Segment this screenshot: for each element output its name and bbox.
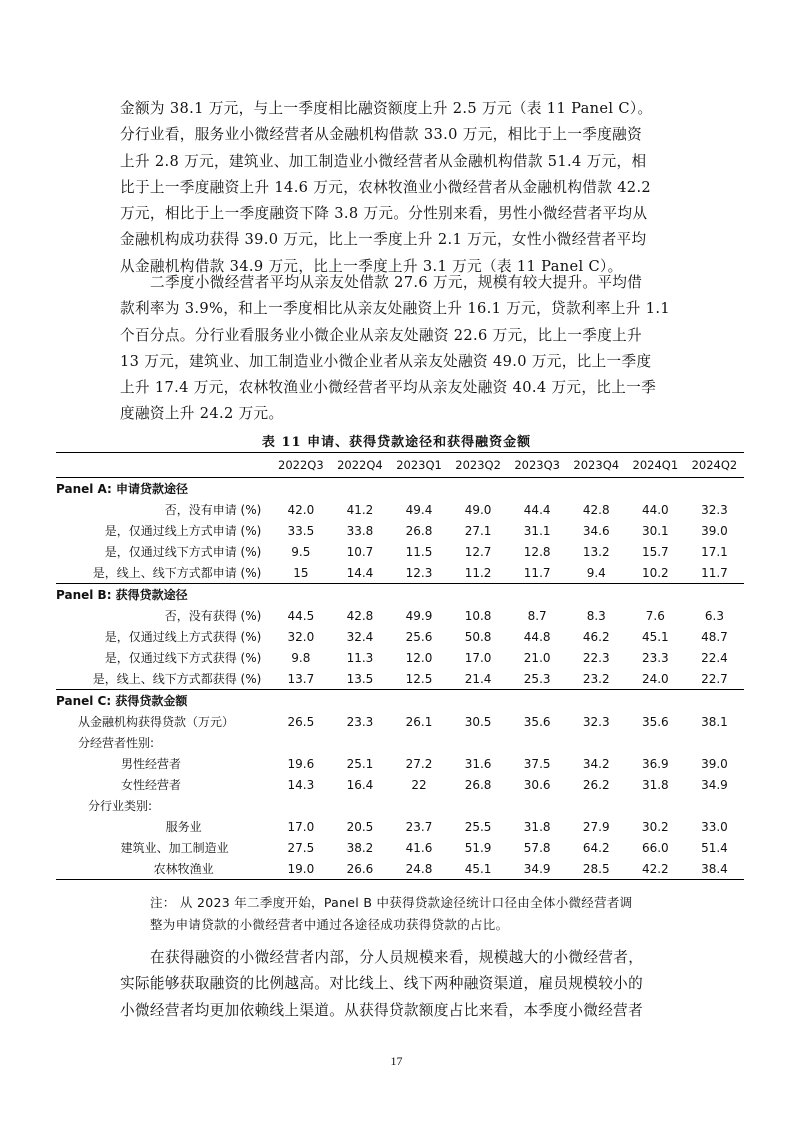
table-cell: 66.0 xyxy=(641,840,669,855)
table-cell: 49.0 xyxy=(464,502,492,517)
text-line: 小微经营者均更加依赖线上渠道。从获得贷款额度占比来看，本季度小微经营者 xyxy=(120,1001,644,1019)
gender-subheading: 分经营者性别: xyxy=(78,736,155,750)
table-cell: 42.8 xyxy=(582,502,610,517)
table-cell: 26.6 xyxy=(330,858,389,880)
table-cell: 8.7 xyxy=(527,608,547,623)
table-cell: 42.8 xyxy=(346,608,374,623)
subheading-row xyxy=(56,795,744,816)
table-cell: 30.5 xyxy=(464,714,492,729)
table-cell: 23.2 xyxy=(582,671,610,686)
table-cell: 49.9 xyxy=(405,608,433,623)
table-cell: 22 xyxy=(411,777,427,792)
table-cell: 13.5 xyxy=(346,671,374,686)
loan-table xyxy=(56,452,744,880)
column-header: 2024Q2 xyxy=(685,453,744,478)
table-cell: 12.0 xyxy=(405,650,433,665)
text-line: 在获得融资的小微经营者内部，分人员规模来看，规模越大的小微经营者， xyxy=(150,949,644,966)
row-label: 否，没有获得 (%) xyxy=(164,609,262,623)
column-header: 2023Q1 xyxy=(389,453,448,478)
row-label: 是，仅通过线上方式申请 (%) xyxy=(104,524,262,538)
table-cell: 30.2 xyxy=(641,819,669,834)
table-cell: 26.8 xyxy=(464,777,492,792)
table-row xyxy=(56,753,744,774)
table-cell: 32.3 xyxy=(701,502,728,517)
table-cell: 41.2 xyxy=(346,502,374,517)
table-cell: 37.5 xyxy=(523,756,551,771)
table-cell: 31.6 xyxy=(464,756,492,771)
table-cell: 49.4 xyxy=(405,502,433,517)
table-cell: 32.0 xyxy=(287,629,315,644)
table-cell: 34.9 xyxy=(508,858,567,880)
table-cell: 27.5 xyxy=(287,840,315,855)
table-cell: 32.3 xyxy=(582,714,610,729)
table-cell: 57.8 xyxy=(523,840,551,855)
table-row xyxy=(56,541,744,562)
table-cell: 14.3 xyxy=(287,777,315,792)
column-header: 2024Q1 xyxy=(626,453,685,478)
row-label: 男性经营者 xyxy=(121,757,182,771)
table-cell: 13.2 xyxy=(582,544,610,559)
text-line: 从金融机构借款 34.9 万元，比上一季度上升 3.1 万元（表 11 Panel C）。 xyxy=(120,257,623,275)
table-cell: 12.5 xyxy=(405,671,433,686)
row-label: 是，仅通过线下方式申请 (%) xyxy=(104,545,262,559)
table-cell: 9.5 xyxy=(291,544,311,559)
panel-b-title-row xyxy=(56,584,744,606)
row-label: 服务业 xyxy=(165,820,202,834)
paragraph-financing-scale xyxy=(120,945,675,1024)
table-cell: 34.9 xyxy=(701,777,728,792)
table-cell: 23.7 xyxy=(405,819,433,834)
table-cell: 22.4 xyxy=(701,650,728,665)
table-cell: 26.8 xyxy=(405,523,433,538)
table-cell: 36.9 xyxy=(641,756,669,771)
table-row xyxy=(56,605,744,626)
subheading-row xyxy=(56,732,744,753)
text-line: 实际能够获取融资的比例越高。对比线上、线下两种融资渠道，雇员规模较小的 xyxy=(120,975,644,993)
table-cell: 33.5 xyxy=(287,523,315,538)
table-cell: 44.4 xyxy=(523,502,551,517)
table-cell: 25.6 xyxy=(405,629,433,644)
table-cell: 24.0 xyxy=(641,671,669,686)
text-line: 金融机构成功获得 39.0 万元，比上一季度上升 2.1 万元，女性小微经营者平均 xyxy=(120,231,647,249)
table-cell: 8.3 xyxy=(586,608,606,623)
table-cell: 41.6 xyxy=(405,840,433,855)
table-cell: 50.8 xyxy=(464,629,492,644)
table-cell: 14.4 xyxy=(346,565,374,580)
table-cell: 12.8 xyxy=(523,544,551,559)
table-cell: 19.6 xyxy=(287,756,315,771)
table-cell: 35.6 xyxy=(523,714,551,729)
page-number: 17 xyxy=(390,1054,403,1068)
table-cell: 11.3 xyxy=(346,650,374,665)
table-cell: 38.1 xyxy=(701,714,728,729)
table-row xyxy=(56,774,744,795)
table-cell: 27.2 xyxy=(405,756,433,771)
table-cell: 10.8 xyxy=(464,608,492,623)
text-line: 金额为 38.1 万元，与上一季度相比融资额度上升 2.5 万元（表 11 Panel C）。 xyxy=(120,100,653,117)
table-cell: 10.2 xyxy=(641,565,669,580)
table-cell: 17.0 xyxy=(464,650,492,665)
table-cell: 33.0 xyxy=(701,819,728,834)
table-cell: 20.5 xyxy=(346,819,374,834)
table-cell: 24.8 xyxy=(389,858,448,880)
text-line: 13 万元，建筑业、加工制造业小微企业者从亲友处融资 49.0 万元，比上一季度 xyxy=(120,352,652,370)
table-row xyxy=(56,837,744,858)
table-cell: 25.1 xyxy=(346,756,374,771)
table-cell: 26.1 xyxy=(405,714,433,729)
panel-c-title-row xyxy=(56,690,744,712)
table-cell: 11.7 xyxy=(523,565,551,580)
row-label: 否，没有申请 (%) xyxy=(164,503,262,517)
table-cell: 51.9 xyxy=(464,840,492,855)
table-cell: 34.2 xyxy=(582,756,610,771)
table-cell: 28.5 xyxy=(567,858,626,880)
panel-b-title: Panel B: 获得贷款途径 xyxy=(56,584,744,606)
table-cell: 22.3 xyxy=(582,650,610,665)
table-row xyxy=(56,711,744,732)
text-line: 二季度小微经营者平均从亲友处借款 27.6 万元，规模有较大提升。平均借 xyxy=(150,274,643,291)
table-cell: 44.8 xyxy=(523,629,551,644)
row-label: 建筑业、加工制造业 xyxy=(120,841,229,855)
row-label: 从金融机构获得贷款（万元） xyxy=(78,715,235,729)
table-header-row xyxy=(56,453,744,478)
table-cell: 39.0 xyxy=(701,756,728,771)
table-row xyxy=(56,626,744,647)
panel-a-title: Panel A: 申请贷款途径 xyxy=(56,478,744,500)
table-cell: 10.7 xyxy=(346,544,374,559)
table-cell: 51.4 xyxy=(701,840,728,855)
table-cell: 31.1 xyxy=(523,523,551,538)
table-cell: 31.8 xyxy=(523,819,551,834)
table-cell: 35.6 xyxy=(641,714,669,729)
table-cell: 45.1 xyxy=(641,629,669,644)
table-cell: 15.7 xyxy=(641,544,669,559)
table-cell: 15 xyxy=(293,565,309,580)
table-cell: 21.4 xyxy=(464,671,492,686)
table-row xyxy=(56,520,744,541)
table-note xyxy=(150,892,690,936)
table-cell: 13.7 xyxy=(287,671,315,686)
table-row xyxy=(56,816,744,837)
row-label: 农林牧渔业 xyxy=(56,858,271,880)
table-cell: 9.4 xyxy=(586,565,606,580)
table-cell: 26.5 xyxy=(287,714,315,729)
table-cell: 32.4 xyxy=(346,629,374,644)
table-cell: 48.7 xyxy=(701,629,728,644)
text-line: 款利率为 3.9%，和上一季度相比从亲友处融资上升 16.1 万元，贷款利率上升 1.1 xyxy=(120,300,670,318)
text-line: 个百分点。分行业看服务业小微企业从亲友处融资 22.6 万元，比上一季度上升 xyxy=(120,326,643,344)
table-cell: 27.1 xyxy=(464,523,492,538)
table-cell: 31.8 xyxy=(641,777,669,792)
text-line: 上升 2.8 万元，建筑业、加工制造业小微经营者从金融机构借款 51.4 万元，相 xyxy=(120,152,647,170)
table-cell: 30.1 xyxy=(641,523,669,538)
table-row xyxy=(56,668,744,690)
table-cell: 21.0 xyxy=(523,650,551,665)
text-line: 上升 17.4 万元，农林牧渔业小微经营者平均从亲友处融资 40.4 万元，比上一季 xyxy=(120,379,657,397)
table-cell: 23.3 xyxy=(346,714,374,729)
table-cell: 42.2 xyxy=(626,858,685,880)
column-header: 2023Q3 xyxy=(508,453,567,478)
table-row xyxy=(56,858,744,880)
table-cell: 38.2 xyxy=(346,840,374,855)
table-cell: 11.5 xyxy=(405,544,433,559)
table-cell: 12.7 xyxy=(464,544,492,559)
industry-subheading: 分行业类别: xyxy=(88,799,153,813)
table-cell: 44.5 xyxy=(287,608,315,623)
table-cell: 64.2 xyxy=(582,840,610,855)
column-header: 2022Q4 xyxy=(330,453,389,478)
text-line: 度融资上升 24.2 万元。 xyxy=(120,405,284,423)
table-cell: 25.5 xyxy=(464,819,492,834)
column-header: 2023Q2 xyxy=(449,453,508,478)
table-row xyxy=(56,647,744,668)
row-label: 是，仅通过线下方式获得 (%) xyxy=(104,651,262,665)
table-cell: 39.0 xyxy=(701,523,728,538)
table-cell: 17.0 xyxy=(287,819,315,834)
row-label: 是，线上、线下方式都获得 (%) xyxy=(92,672,262,686)
text-line: 比于上一季度融资上升 14.6 万元，农林牧渔业小微经营者从金融机构借款 42.2 xyxy=(120,178,652,196)
row-label: 是，线上、线下方式都申请 (%) xyxy=(92,566,262,580)
column-header: 2023Q4 xyxy=(567,453,626,478)
table-cell: 11.7 xyxy=(701,565,728,580)
table-cell: 16.4 xyxy=(346,777,374,792)
table-cell: 45.1 xyxy=(449,858,508,880)
table-cell: 42.0 xyxy=(287,502,315,517)
table-cell: 44.0 xyxy=(641,502,669,517)
table-row xyxy=(56,499,744,520)
table-cell: 30.6 xyxy=(523,777,551,792)
table-cell: 12.3 xyxy=(405,565,433,580)
text-line: 分行业看，服务业小微经营者从金融机构借款 33.0 万元，相比于上一季度融资 xyxy=(120,126,643,144)
table-cell: 6.3 xyxy=(704,608,724,623)
column-header: 2022Q3 xyxy=(271,453,330,478)
note-line: 整为申请贷款的小微经营者中通过各途径成功获得贷款的占比。 xyxy=(150,917,509,932)
table-cell: 38.4 xyxy=(685,858,744,880)
note-line: 注： 从 2023 年二季度开始，Panel B 中获得贷款途径统计口径由全体小微经营者调 xyxy=(150,895,633,910)
table-cell: 27.9 xyxy=(582,819,610,834)
table-cell: 11.2 xyxy=(464,565,492,580)
table-cell: 17.1 xyxy=(701,544,728,559)
table-cell: 23.3 xyxy=(641,650,669,665)
table-cell: 34.6 xyxy=(582,523,610,538)
table-cell: 25.3 xyxy=(523,671,551,686)
header-blank xyxy=(56,453,271,478)
table-cell: 33.8 xyxy=(346,523,374,538)
table-row xyxy=(56,562,744,584)
panel-c-title: Panel C: 获得贷款金额 xyxy=(56,690,744,712)
table-caption: 表 11 申请、获得贷款途径和获得融资金额 xyxy=(261,435,532,450)
table-cell: 22.7 xyxy=(701,671,728,686)
text-line: 万元，相比于上一季度融资下降 3.8 万元。分性别来看，男性小微经营者平均从 xyxy=(120,205,648,223)
paragraph-bank-loans xyxy=(120,96,675,280)
table-cell: 26.2 xyxy=(582,777,610,792)
paragraph-family-loans xyxy=(120,270,675,428)
table-cell: 7.6 xyxy=(645,608,665,623)
table-cell: 19.0 xyxy=(271,858,330,880)
row-label: 女性经营者 xyxy=(121,778,182,792)
table-cell: 46.2 xyxy=(582,629,610,644)
row-label: 是，仅通过线上方式获得 (%) xyxy=(104,630,262,644)
panel-a-title-row xyxy=(56,478,744,500)
table-cell: 9.8 xyxy=(291,650,311,665)
